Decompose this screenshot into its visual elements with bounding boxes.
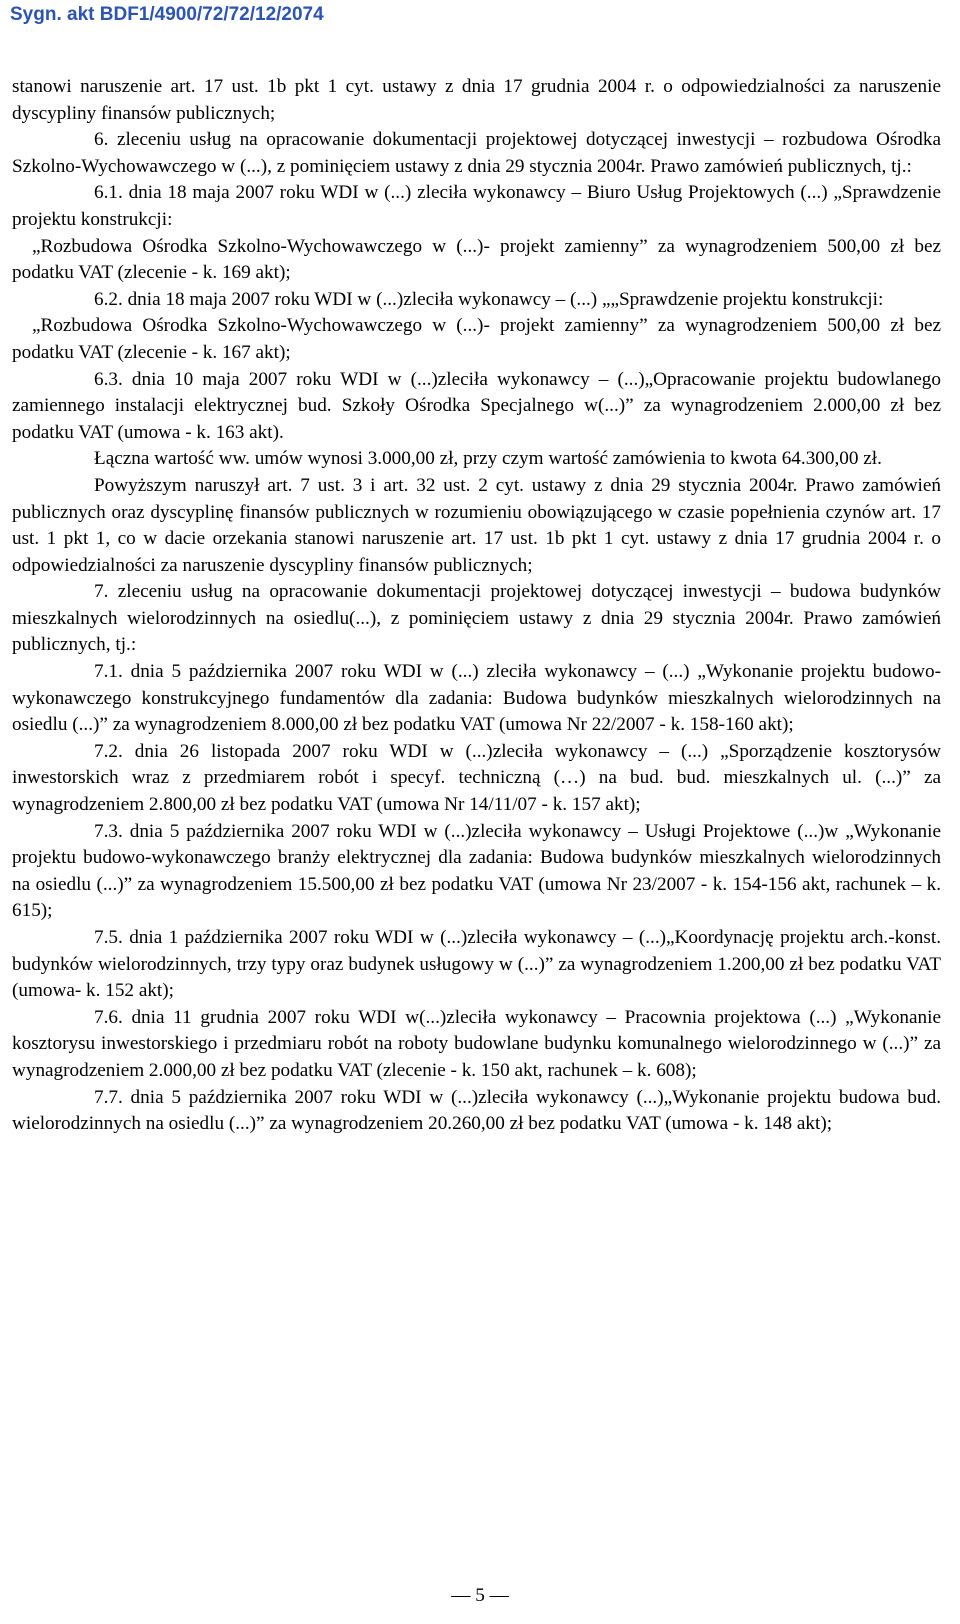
paragraph: 7. zleceniu usług na opracowanie dokumentacji projektowej dotyczącej inwestycji – budowa budynków mieszkalnych wielorodzinnych na osiedlu(...), z pominięciem ustawy z dnia 29 stycznia 2004r. Prawo zamówień publicznych, tj.: (12, 581, 941, 656)
paragraph: 6.1. dnia 18 maja 2007 roku WDI w (...) zleciła wykonawcy – Biuro Usług Projektowych (...) „Sprawdzenie projektu konstrukcji: (12, 182, 941, 230)
paragraph: 6.3. dnia 10 maja 2007 roku WDI w (...)zleciła wykonawcy – (...)„Opracowanie projektu budowlanego zamiennego instalacji elektrycznej bud. Szkoły Ośrodka Specjalnego w(...)” za wynagrodzeniem 2.000,00 zł bez podatku VAT (umowa - k. 163 akt). (12, 368, 941, 443)
paragraph: 7.2. dnia 26 listopada 2007 roku WDI w (...)zleciła wykonawcy – (...) „Sporządzenie kosztorysów inwestorskich wraz z przedmiarem robót i specyf. techniczną (…) na bud. bud. mieszkalnych ul. (...)” za wynagrodzeniem 2.800,00 zł bez podatku VAT (umowa Nr 14/11/07 - k. 157 akt); (12, 740, 941, 816)
paragraph: Łączna wartość ww. umów wynosi 3.000,00 zł, przy czym wartość zamówienia to kwota 64.300,00 zł. (94, 448, 882, 470)
document-body (12, 74, 941, 1138)
paragraph: „Rozbudowa Ośrodka Szkolno-Wychowawczego w (...)- projekt zamienny” za wynagrodzeniem 500,00 zł bez podatku VAT (zlecenie - k. 169 akt); (12, 235, 941, 284)
paragraph: 7.3. dnia 5 października 2007 roku WDI w (...)zleciła wykonawcy – Usługi Projektowe (...)w „Wykonanie projektu budowo-wykonawczego branży elektrycznej dla zadania: Budowa budynków mieszkalnych wielorodzinnych na osiedlu (...)” za wynagrodzeniem 15.500,00 zł bez podatku VAT (umowa Nr 23/2007 - k. 154-156 akt, rachunek – k. 615); (12, 820, 941, 922)
document-signature-header: Sygn. akt BDF1/4900/72/72/12/2074 (10, 4, 324, 25)
page-number: — 5 — (451, 1585, 509, 1606)
paragraph: Powyższym naruszył art. 7 ust. 3 i art. 32 ust. 2 cyt. ustawy z dnia 29 stycznia 2004r. Prawo zamówień publicznych oraz dyscyplinę finansów publicznych w rozumieniu obowiązującego w czasie popełnienia czynów art. 17 ust. 1 pkt 1, co w dacie orzekania stanowi naruszenie art. 17 ust. 1b pkt 1 cyt. ustawy z dnia 17 grudnia 2004 r. o odpowiedzialności za naruszenie dyscypliny finansów publicznych; (12, 474, 941, 576)
paragraph: 7.6. dnia 11 grudnia 2007 roku WDI w(...)zleciła wykonawcy – Pracownia projektowa (...) „Wykonanie kosztorysu inwestorskiego i przedmiaru robót na roboty budowlane budynku komunalnego wielorodzinnego w (...)” za wynagrodzeniem 2.000,00 zł bez podatku VAT (zlecenie - k. 150 akt, rachunek – k. 608); (12, 1006, 941, 1081)
paragraph: stanowi naruszenie art. 17 ust. 1b pkt 1 cyt. ustawy z dnia 17 grudnia 2004 r. o odpowiedzialności za naruszenie dyscypliny finansów publicznych; (12, 76, 941, 124)
paragraph: 6.2. dnia 18 maja 2007 roku WDI w (...)zleciła wykonawcy – (...) „„Sprawdzenie projektu konstrukcji: (94, 288, 884, 310)
paragraph: „Rozbudowa Ośrodka Szkolno-Wychowawczego w (...)- projekt zamienny” za wynagrodzeniem 500,00 zł bez podatku VAT (zlecenie - k. 167 akt); (12, 315, 941, 363)
paragraph: 6. zleceniu usług na opracowanie dokumentacji projektowej dotyczącej inwestycji – rozbudowa Ośrodka Szkolno-Wychowawczego w (...), z pominięciem ustawy z dnia 29 stycznia 2004r. Prawo zamówień publicznych, tj.: (12, 129, 941, 177)
paragraph: 7.5. dnia 1 października 2007 roku WDI w (...)zleciła wykonawcy – (...)„Koordynację projektu arch.-konst. budynków wielorodzinnych, trzy typy oraz budynek usługowy w (...)” za wynagrodzeniem 1.200,00 zł bez podatku VAT (umowa- k. 152 akt); (12, 927, 941, 1002)
paragraph: 7.7. dnia 5 października 2007 roku WDI w (...)zleciła wykonawcy (...)„Wykonanie projektu budowa bud. wielorodzinnych na osiedlu (...)” za wynagrodzeniem 20.260,00 zł bez podatku VAT (umowa - k. 148 akt); (12, 1086, 941, 1135)
paragraph: 7.1. dnia 5 października 2007 roku WDI w (...) zleciła wykonawcy – (...) „Wykonanie projektu budowo-wykonawczego konstrukcyjnego fundamentów dla zadania: Budowa budynków mieszkalnych wielorodzinnych na osiedlu (...)” za wynagrodzeniem 8.000,00 zł bez podatku VAT (umowa Nr 22/2007 - k. 158-160 akt); (12, 661, 941, 736)
